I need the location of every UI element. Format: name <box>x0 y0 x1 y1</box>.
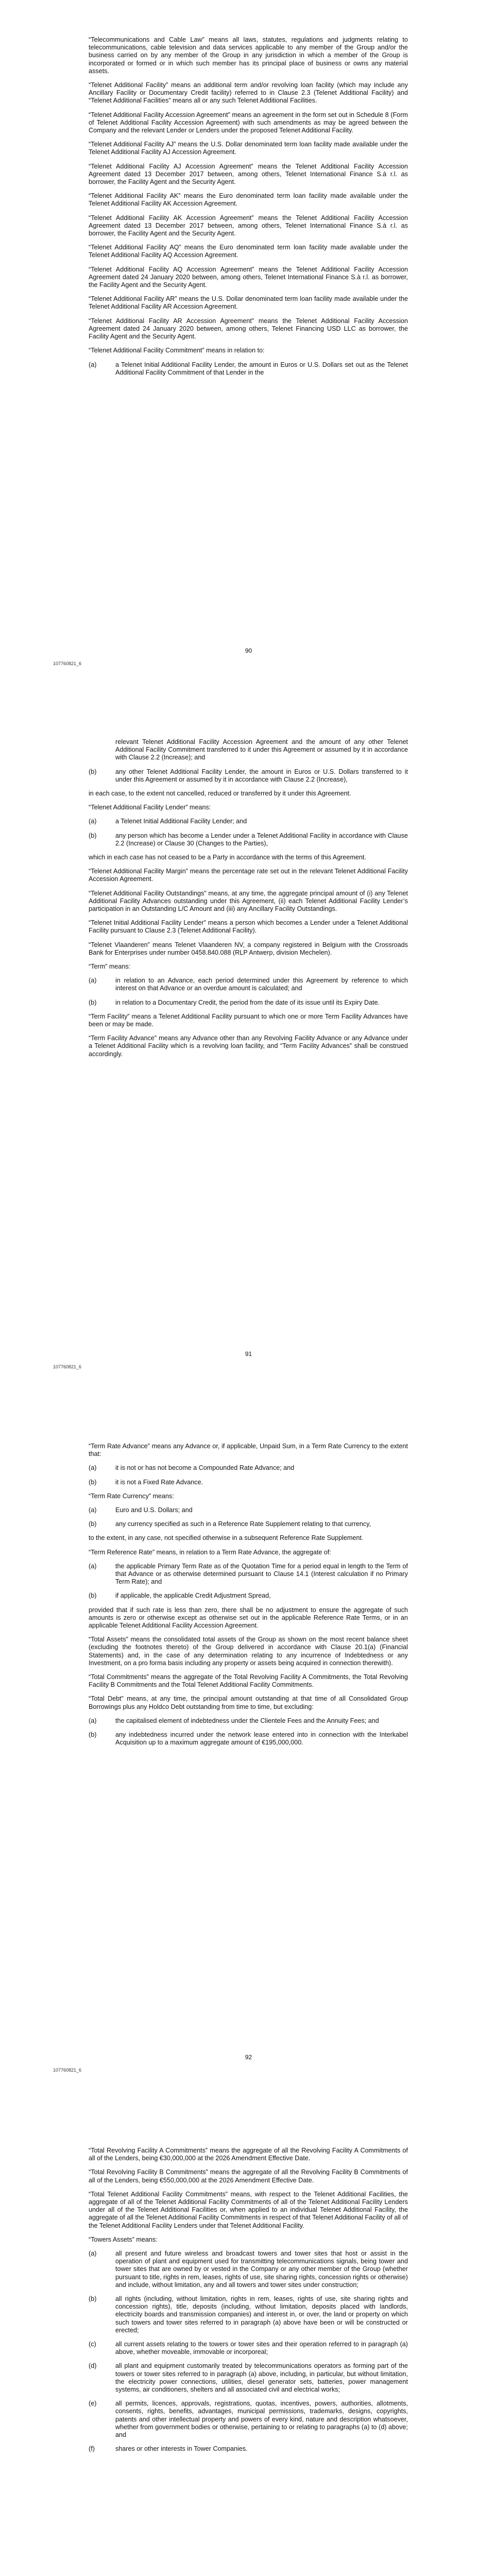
paragraph: “Total Telenet Additional Facility Commitments” means, with respect to the Telenet Additional Facilities, the aggregate of all of the Telenet Additional Facility Commitments of all of the Telenet Additional Facility Lenders under all of the Telenet Additional Facilities or, when applied to an individual Telenet Additional Facility, the aggregate of all the Telenet Additional Facility Commitments in respect of that Telenet Additional Facility of all of the Telenet Additional Facility Lenders under that Telenet Additional Facility. <box>89 2190 408 2229</box>
list-item <box>89 768 408 784</box>
list-item-text: all rights (including, without limitation, rights in rem, leases, rights of use, site sharing rights and concession rights), title, deposits (including, without limitation, deposits placed with landlords, electricity boards and transmission companies) and interest in, or over, the land or property on which such towers and tower sites referred to in paragraph (a) above have been or will be constructed or erected; <box>115 2295 408 2334</box>
list-item-text: any other Telenet Additional Facility Lender, the amount in Euros or U.S. Dollars transferred to it under this Agreement or assumed by it in accordance with Clause 2.2 (Increase), <box>115 768 408 783</box>
list-item-label: (b) <box>89 2295 97 2303</box>
paragraph: “Term Rate Currency” means: <box>89 1492 174 1500</box>
list-item-text: all present and future wireless and broadcast towers and tower sites that host or assist in the operation of plant and equipment used for transmitting telecommunications signals, being tower and tower sites that are owned by or vested in the Company or any other member of the Group (whether pursuant to title, rights in rem, leases, rights of use, site sharing rights, concession rights or otherwise) and include, without limitation, any and all towers and tower sites under construction; <box>115 2250 408 2289</box>
list-item-label: (a) <box>89 1562 97 1570</box>
page-content <box>89 36 408 383</box>
list-item <box>89 2400 408 2439</box>
list-item <box>89 2362 408 2394</box>
list-item-label: (b) <box>89 832 97 839</box>
list-item-label: (e) <box>89 2400 97 2408</box>
paragraph: “Telenet Additional Facility AK Accession Agreement” means the Telenet Additional Facility Accession Agreement dated 13 December 2017 between, among others, Telenet International Finance S.à r.l. as borrower, the Facility Agent and the Security Agent. <box>89 214 408 238</box>
list-item-label: (a) <box>89 1506 97 1514</box>
page-content <box>89 2147 408 2460</box>
paragraph: “Term Reference Rate” means, in relation to a Term Rate Advance, the aggregate of: <box>89 1548 331 1556</box>
list-item-label: (a) <box>89 977 97 985</box>
list-item <box>89 977 408 992</box>
paragraph: “Telenet Additional Facility Margin” means the percentage rate set out in the relevant Telenet Additional Facility Accession Agreement. <box>89 868 408 883</box>
list-item-text: the capitalised element of indebtedness under the Clientele Fees and the Annuity Fees; and <box>115 1717 379 1724</box>
list-item-text: it is not a Fixed Rate Advance. <box>115 1478 203 1486</box>
paragraph: “Term Facility Advance” means any Advance other than any Revolving Facility Advance or any Advance under a Telenet Additional Facility which is a revolving loan facility, and “Term Facility Advances” shall be construed accordingly. <box>89 1035 408 1058</box>
page-number: 92 <box>245 2054 252 2061</box>
list-item-text: it is not or has not become a Compounded Rate Advance; and <box>115 1464 295 1472</box>
list-item-label: (b) <box>89 998 97 1006</box>
document-page-90 <box>0 0 497 703</box>
list-item <box>89 1464 408 1472</box>
paragraph: “Telenet Additional Facility Commitment” means in relation to: <box>89 347 265 354</box>
paragraph: “Telenet Additional Facility AJ” means the U.S. Dollar denominated term loan facility made available under the Telenet Additional Facility AJ Accession Agreement. <box>89 141 408 156</box>
paragraph: provided that if such rate is less than zero, there shall be no adjustment to ensure the aggregate of such amounts is zero or otherwise except as otherwise set out in the applicable Reference Rate Terms, or in an applicable Telenet Additional Facility Accession Agreement. <box>89 1606 408 1630</box>
document-page-91 <box>0 703 497 1406</box>
list-item <box>89 1592 408 1600</box>
list-item-label: (b) <box>89 1478 97 1486</box>
paragraph: “Total Debt” means, at any time, the principal amount outstanding at that time of all Consolidated Group Borrowings plus any Holdco Debt outstanding from time to time, but excluding: <box>89 1695 408 1710</box>
list-item-text: all current assets relating to the towers or tower sites and their operation referred to in paragraph (a) above, whether moveable, immovable or incorporeal; <box>115 2341 408 2356</box>
paragraph: “Telenet Additional Facility AQ” means the Euro denominated term loan facility made available under the Telenet Additional Facility AQ Accession Agreement. <box>89 244 408 259</box>
document-page-93 <box>0 2110 497 2576</box>
page-number: 90 <box>245 647 252 654</box>
list-item-label: (b) <box>89 1592 97 1600</box>
paragraph: “Total Revolving Facility A Commitments” means the aggregate of all the Revolving Facility A Commitments of all of the Lenders, being €30,000,000 at the 2026 Amendment Effective Date. <box>89 2147 408 2162</box>
list-item <box>89 2445 408 2453</box>
paragraph: “Towers Assets” means: <box>89 2235 158 2243</box>
page-number: 91 <box>245 1350 252 1358</box>
list-item <box>89 1520 408 1528</box>
list-item-label: (a) <box>89 1717 97 1724</box>
list-item <box>89 1506 408 1514</box>
paragraph: to the extent, in any case, not specified otherwise in a subsequent Reference Rate Supplement. <box>89 1534 364 1542</box>
list-item <box>89 1731 408 1747</box>
paragraph: “Telenet Additional Facility AR” means the U.S. Dollar denominated term loan facility made available under the Telenet Additional Facility AR Accession Agreement. <box>89 295 408 311</box>
list-item <box>89 2250 408 2289</box>
paragraph: “Total Assets” means the consolidated total assets of the Group as shown on the most recent balance sheet (excluding the footnotes thereto) of the Group delivered in accordance with Clause 20.1(a) (Financial Statements) and, in the case of any determination relating to any incurrence of Indebtedness or any Investment, on a pro forma basis including any property or assets being acquired in connection therewith). <box>89 1636 408 1667</box>
list-item-text: a Telenet Initial Additional Facility Lender, the amount in Euros or U.S. Dollars set out as the Telenet Additional Facility Commitment of that Lender in the <box>115 361 408 376</box>
page-content <box>89 1443 408 1753</box>
list-item-label: (a) <box>89 2250 97 2258</box>
list-item-text: Euro and U.S. Dollars; and <box>115 1506 193 1514</box>
page-content <box>89 738 408 1064</box>
paragraph: “Telenet Additional Facility Outstandings” means, at any time, the aggregate principal amount of (i) any Telenet Additional Facility Advances outstanding under this Agreement, (ii) each Telenet Additional Facility Lender’s participation in an Outstanding L/C Amount and (iii) any Ancillary Facility Outstandings. <box>89 889 408 913</box>
list-item-text: a Telenet Initial Additional Facility Lender; and <box>115 818 247 825</box>
list-item-text: the applicable Primary Term Rate as of the Quotation Time for a period equal in length to the Term of that Advance or as otherwise determined pursuant to Clause 14.1 (Interest calculation if no Primary Term Rate); and <box>115 1562 408 1586</box>
list-item <box>89 2295 408 2334</box>
paragraph: “Total Commitments” means the aggregate of the Total Revolving Facility A Commitments, the Total Revolving Facility B Commitments and the Total Telenet Additional Facility Commitments. <box>89 1673 408 1689</box>
paragraph: “Telenet Additional Facility” means an additional term and/or revolving loan facility (which may include any Ancillary Facility or Documentary Credit facility) referred to in Clause 2.3 (Telenet Additional Facility) and “Telenet Additional Facilities” means all or any such Telenet Additional Facilities. <box>89 81 408 105</box>
list-item-text: any currency specified as such in a Reference Rate Supplement relating to that currency, <box>115 1520 371 1528</box>
list-item <box>89 1563 408 1586</box>
paragraph: “Term Rate Advance” means any Advance or, if applicable, Unpaid Sum, in a Term Rate Currency to the extent that: <box>89 1443 408 1458</box>
list-item-label: (b) <box>89 1520 97 1528</box>
paragraph: “Telenet Initial Additional Facility Lender” means a person which becomes a Lender under a Telenet Additional Facility pursuant to Clause 2.3 (Telenet Additional Facility). <box>89 919 408 935</box>
paragraph: “Telenet Additional Facility Accession Agreement” means an agreement in the form set out in Schedule 8 (Form of Telenet Additional Facility Accession Agreement) with such amendments as may be agreed between the Company and the relevant Lender or Lenders under the proposed Telenet Additional Facility. <box>89 111 408 134</box>
paragraph: which in each case has not ceased to be a Party in accordance with the terms of this Agreement. <box>89 854 367 861</box>
continued-list-text: relevant Telenet Additional Facility Accession Agreement and the amount of any other Telenet Additional Facility Commitment transferred to it under this Agreement or assumed by it in accordance with Clause 2.2 (Increase); and <box>115 738 408 761</box>
list-item-label: (c) <box>89 2341 96 2348</box>
list-item <box>89 1717 408 1725</box>
list-item-label: (a) <box>89 361 97 368</box>
document-reference: 107760821_6 <box>53 1364 82 1369</box>
document-reference: 107760821_6 <box>53 2067 82 2073</box>
list-item <box>89 1479 408 1486</box>
paragraph: “Term” means: <box>89 963 131 971</box>
list-item <box>89 361 408 377</box>
paragraph: “Telenet Additional Facility AK” means the Euro denominated term loan facility made available under the Telenet Additional Facility AK Accession Agreement. <box>89 192 408 208</box>
list-item-text: shares or other interests in Tower Companies. <box>115 2445 248 2453</box>
paragraph: “Telenet Additional Facility AQ Accession Agreement” means the Telenet Additional Facility Accession Agreement dated 24 January 2020 between, among others, Telenet International Finance S.à r.l. as borrower, the Facility Agent and the Security Agent. <box>89 265 408 289</box>
list-item-label: (f) <box>89 2445 95 2453</box>
paragraph: “Telenet Vlaanderen” means Telenet Vlaanderen NV, a company registered in Belgium with the Crossroads Bank for Enterprises under number 0458.840.088 (RLP Antwerp, division Mechelen). <box>89 941 408 956</box>
list-item-label: (b) <box>89 1731 97 1739</box>
paragraph: “Total Revolving Facility B Commitments” means the aggregate of all the Revolving Facility B Commitments of all of the Lenders, being €550,000,000 at the 2026 Amendment Effective Date. <box>89 2168 408 2184</box>
paragraph: “Telenet Additional Facility Lender” means: <box>89 804 211 811</box>
list-item-text: in relation to an Advance, each period determined under this Agreement by reference to which interest on that Advance or an overdue amount is calculated; and <box>115 977 408 992</box>
paragraph: “Telenet Additional Facility AJ Accession Agreement” means the Telenet Additional Facility Accession Agreement dated 13 December 2017 between, among others, Telenet International Finance S.à r.l. as borrower, the Facility Agent and the Security Agent. <box>89 162 408 186</box>
paragraph: in each case, to the extent not cancelled, reduced or transferred by it under this Agreement. <box>89 790 351 798</box>
list-item-text: any person which has become a Lender under a Telenet Additional Facility in accordance with Clause 2.2 (Increase) or Clause 30 (Changes to the Parties), <box>115 832 408 847</box>
list-item <box>89 818 408 825</box>
list-item-text: in relation to a Documentary Credit, the period from the date of its issue until its Expiry Date. <box>115 998 380 1006</box>
document-page-92 <box>0 1406 497 2110</box>
list-item-label: (a) <box>89 818 97 825</box>
list-item-text: if applicable, the applicable Credit Adjustment Spread, <box>115 1592 271 1600</box>
list-item-label: (a) <box>89 1464 97 1472</box>
list-item <box>89 2341 408 2356</box>
list-item <box>89 999 408 1007</box>
list-item-text: any indebtedness incurred under the network lease entered into in connection with the Interkabel Acquisition up to a maximum aggregate amount of €195,000,000. <box>115 1731 408 1747</box>
paragraph: “Telecommunications and Cable Law” means all laws, statutes, regulations and judgments relating to telecommunications, cable television and data services applicable to any member of the Group and/or the business carried on by any member of the Group in any jurisdiction in which a member of the Group is incorporated or formed or in which such member has its principal place of business or owns any material assets. <box>89 36 408 75</box>
list-item-label: (d) <box>89 2362 97 2370</box>
paragraph: “Telenet Additional Facility AR Accession Agreement” means the Telenet Additional Facility Accession Agreement dated 24 January 2020 between, among others, Telenet Financing USD LLC as borrower, the Facility Agent and the Security Agent. <box>89 317 408 341</box>
paragraph: “Term Facility” means a Telenet Additional Facility pursuant to which one or more Term Facility Advances have been or may be made. <box>89 1012 408 1028</box>
document-reference: 107760821_6 <box>53 661 82 666</box>
list-item <box>89 832 408 848</box>
list-item-text: all permits, licences, approvals, registrations, quotas, incentives, powers, authorities, allotments, consents, rights, benefits, advantages, municipal permissions, trademarks, designs, copyrights, patents and other intellectual property and powers of every kind, nature and description whatsoever, whether from government bodies or otherwise, pertaining to or relating to paragraphs (a) to (d) above; and <box>115 2400 408 2439</box>
list-item-label: (b) <box>89 768 97 775</box>
list-item-text: all plant and equipment customarily treated by telecommunications operators as forming part of the towers or tower sites referred to in paragraph (a) above, including, in particular, but without limitation, the electricity power connections, utilities, diesel generator sets, batteries, power management systems, air conditioners, shelters and all associated civil and electrical works; <box>115 2362 408 2394</box>
